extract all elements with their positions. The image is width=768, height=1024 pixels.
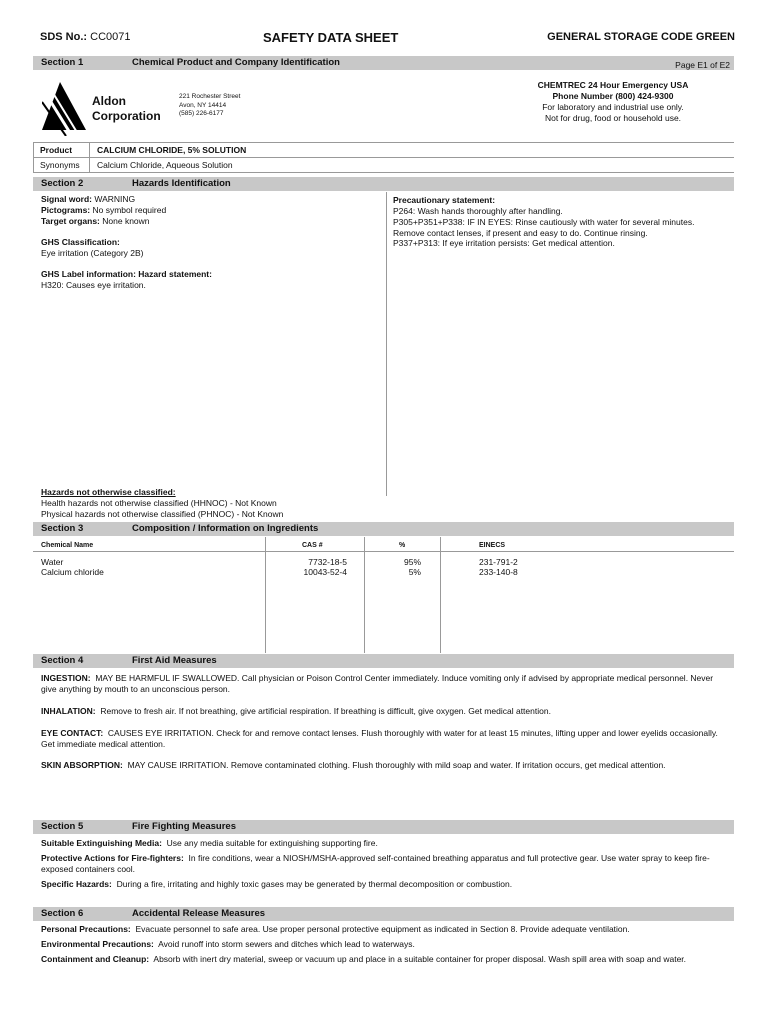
- product-label: Product: [40, 145, 73, 155]
- containment-cleanup-text: Absorb with inert dry material, sweep or vacuum up and place in a suitable container for proper disposal. Wash spill area with soap and water.: [153, 954, 687, 964]
- first-aid-eye-contact: [41, 728, 731, 750]
- containment-cleanup-label: Containment and Cleanup:: [41, 954, 150, 964]
- extinguishing-media-label: Suitable Extinguishing Media:: [41, 838, 162, 848]
- section-number: Section 2: [41, 178, 84, 189]
- first-aid-inhalation: [41, 706, 731, 717]
- personal-precautions-text: Evacuate personnel to safe area. Use proper personal protective equipment as indicated in Section 8. Provide adequate ventilation.: [135, 924, 630, 934]
- company-address: [179, 93, 240, 119]
- personal-precautions-label: Personal Precautions:: [41, 924, 131, 934]
- environmental-precautions-label: Environmental Precautions:: [41, 939, 154, 949]
- personal-precautions: [41, 924, 731, 935]
- section-4-header: [33, 654, 734, 668]
- storage-code: GENERAL STORAGE CODE GREEN: [547, 31, 735, 43]
- divider: [33, 142, 734, 143]
- protective-actions-label: Protective Actions for Fire-fighters:: [41, 853, 184, 863]
- target-organs-value: None known: [102, 216, 150, 226]
- ingestion-text: MAY BE HARMFUL IF SWALLOWED. Call physician or Poison Control Center immediately. Induce vomiting only if advised by appropriate medical personnel. Never give anything by mouth to an unconscious person.: [41, 673, 714, 694]
- first-aid-skin: [41, 760, 731, 771]
- section-number: Section 4: [41, 655, 84, 666]
- page-number: Page E1 of E2: [675, 60, 730, 70]
- section-6-header: [33, 907, 734, 921]
- ingestion-label: INGESTION:: [41, 673, 91, 683]
- section-title: Accidental Release Measures: [132, 908, 266, 919]
- section-title: Chemical Product and Company Identification: [132, 57, 340, 68]
- signal-word: [41, 194, 135, 205]
- row-einecs: 233-140-8: [479, 567, 518, 577]
- protective-actions-text: In fire conditions, wear a NIOSH/MSHA-approved self-contained breathing apparatus and full protective gear. Use water spray to keep fire-exposed containers cool.: [41, 853, 710, 874]
- skin-absorption-text: MAY CAUSE IRRITATION. Remove contaminated clothing. Flush thoroughly with mild soap and water. If irritation occurs, get medical attention.: [127, 760, 666, 770]
- column-divider: [440, 537, 441, 653]
- section-1-header: [33, 56, 734, 70]
- containment-cleanup: [41, 954, 731, 965]
- section-number: Section 3: [41, 523, 84, 534]
- target-organs: [41, 216, 150, 227]
- precaution-p305: P305+P351+P338: IF IN EYES: Rinse cautiously with water for several minutes.: [393, 217, 695, 227]
- extinguishing-media: [41, 838, 731, 849]
- section-title: Hazards Identification: [132, 178, 231, 189]
- section-5-header: [33, 820, 734, 834]
- section-number: Section 5: [41, 821, 84, 832]
- divider: [89, 142, 90, 172]
- company-name-line1: Aldon: [92, 94, 126, 108]
- ghs-classification-label: GHS Classification:: [41, 237, 120, 247]
- hnoc-label: Hazards not otherwise classified:: [41, 487, 176, 497]
- company-name-line2: Corporation: [92, 109, 161, 123]
- phnoc: Physical hazards not otherwise classified (PHNOC) - Not Known: [41, 509, 284, 519]
- col-cas: CAS #: [302, 542, 323, 549]
- row-name: Calcium chloride: [41, 567, 104, 577]
- synonyms-value: Calcium Chloride, Aqueous Solution: [97, 160, 233, 170]
- divider: [33, 551, 734, 552]
- pictograms-label: Pictograms:: [41, 205, 91, 215]
- chemtrec-phone: Phone Number (800) 424-9300: [552, 91, 674, 101]
- precautionary-label: Precautionary statement:: [393, 195, 496, 205]
- divider: [33, 142, 34, 172]
- pictograms-value: No symbol required: [92, 205, 167, 215]
- ghs-classification-value: Eye irritation (Category 2B): [41, 248, 144, 258]
- row-name: Water: [41, 557, 64, 567]
- page-title: SAFETY DATA SHEET: [263, 30, 399, 45]
- company-city: Avon, NY 14414: [179, 101, 227, 109]
- eye-contact-label: EYE CONTACT:: [41, 728, 104, 738]
- sds-number-label: SDS No.:: [40, 31, 88, 43]
- eye-contact-text: CAUSES EYE IRRITATION. Check for and remove contact lenses. Flush thoroughly with water for at least 15 minutes, lifting upper and lower eyelids occasionally. Get immediate medical attention.: [41, 728, 718, 749]
- hhnoc: Health hazards not otherwise classified (HHNOC) - Not Known: [41, 498, 277, 508]
- row-percent: 5%: [408, 567, 421, 577]
- col-einecs: EINECS: [479, 542, 506, 549]
- first-aid-ingestion: [41, 673, 731, 695]
- row-cas: 7732-18-5: [308, 557, 347, 567]
- sds-number-value: CC0071: [90, 31, 131, 43]
- sds-number: [40, 31, 130, 43]
- environmental-precautions-text: Avoid runoff into storm sewers and ditches which lead to waterways.: [158, 939, 415, 949]
- ghs-label-info-label: GHS Label information: Hazard statement:: [41, 269, 212, 279]
- divider: [33, 172, 734, 173]
- section-title: Composition / Information on Ingredients: [132, 523, 319, 534]
- column-divider: [364, 537, 365, 653]
- company-name: [92, 94, 161, 124]
- precaution-p337: P337+P313: If eye irritation persists: Get medical attention.: [393, 238, 615, 248]
- specific-hazards: [41, 879, 731, 890]
- hazard-statement: H320: Causes eye irritation.: [41, 280, 146, 290]
- col-percent: %: [399, 542, 406, 549]
- section-title: Fire Fighting Measures: [132, 821, 236, 832]
- row-cas: 10043-52-4: [303, 567, 347, 577]
- firefighter-protective-actions: [41, 853, 731, 875]
- section-2-header: [33, 177, 734, 191]
- chemtrec-not-for-note: Not for drug, food or household use.: [544, 113, 682, 123]
- specific-hazards-label: Specific Hazards:: [41, 879, 112, 889]
- column-divider: [265, 537, 266, 653]
- inhalation-label: INHALATION:: [41, 706, 96, 716]
- inhalation-text: Remove to fresh air. If not breathing, give artificial respiration. If breathing is difficult, give oxygen. Get medical attention.: [100, 706, 551, 716]
- chemtrec-title: CHEMTREC 24 Hour Emergency USA: [537, 80, 689, 90]
- precaution-p264: P264: Wash hands thoroughly after handling.: [393, 206, 563, 216]
- precaution-p305-cont: Remove contact lenses, if present and easy to do. Continue rinsing.: [393, 228, 648, 238]
- row-percent: 95%: [403, 557, 421, 567]
- signal-word-label: Signal word:: [41, 194, 92, 204]
- synonyms-label: Synonyms: [40, 160, 80, 170]
- company-phone: (585) 226-6177: [179, 110, 224, 117]
- extinguishing-media-text: Use any media suitable for extinguishing supporting fire.: [166, 838, 378, 848]
- specific-hazards-text: During a fire, irritating and highly toxic gases may be generated by thermal decomposition or combustion.: [116, 879, 513, 889]
- section-number: Section 6: [41, 908, 84, 919]
- chemtrec-use-note: For laboratory and industrial use only.: [542, 102, 684, 112]
- product-value: CALCIUM CHLORIDE, 5% SOLUTION: [97, 145, 247, 155]
- column-divider: [386, 192, 387, 496]
- signal-word-value: WARNING: [94, 194, 136, 204]
- aldon-logo-icon: [42, 80, 88, 136]
- section-3-header: [33, 522, 734, 536]
- target-organs-label: Target organs:: [41, 216, 100, 226]
- row-einecs: 231-791-2: [479, 557, 518, 567]
- environmental-precautions: [41, 939, 731, 950]
- section-number: Section 1: [41, 57, 84, 68]
- col-chemical-name: Chemical Name: [41, 542, 94, 549]
- divider: [33, 157, 734, 158]
- pictograms: [41, 205, 166, 216]
- section-title: First Aid Measures: [132, 655, 217, 666]
- chemtrec-block: [508, 80, 718, 124]
- skin-absorption-label: SKIN ABSORPTION:: [41, 760, 123, 770]
- company-street: 221 Rochester Street: [179, 93, 241, 100]
